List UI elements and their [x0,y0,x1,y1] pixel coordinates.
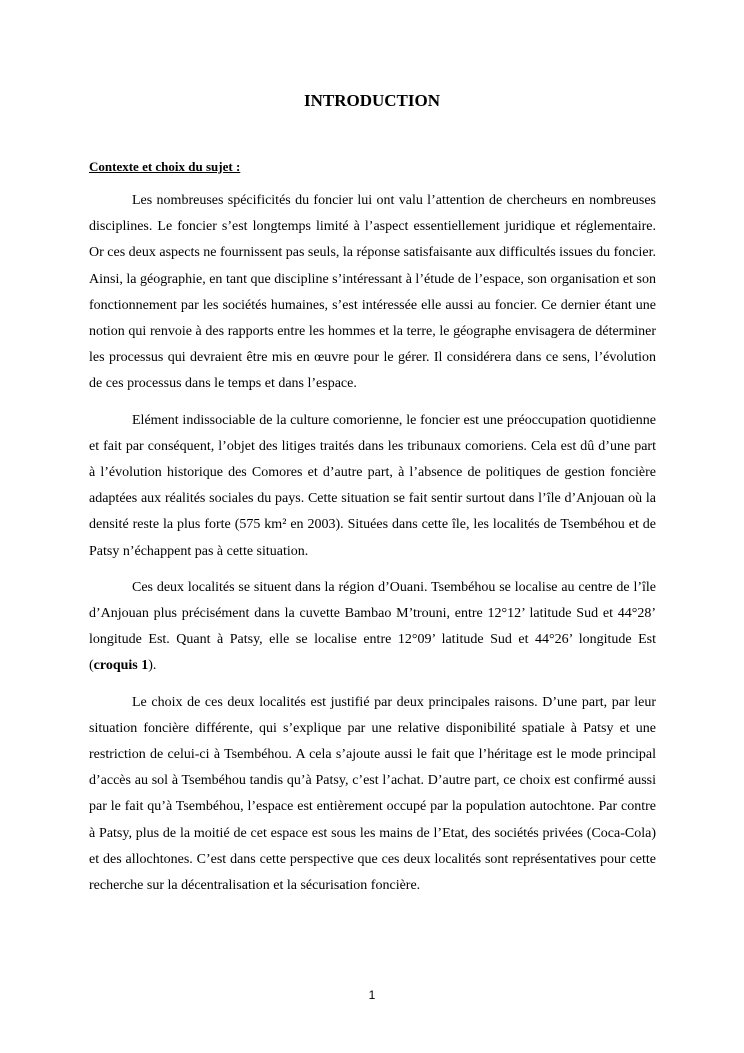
paragraph-2: Elément indissociable de la culture comorienne, le foncier est une préoccupation quotidienne et fait par conséquent, l’objet des litiges traités dans les tribunaux comoriens. Cela est dû d’une part à l’évolution historique des Comores et d’autre part, à l’absence de politiques de gestion foncière adaptées aux réalités sociales du pays. Cette situation se fait sentir surtout dans l’île d’Anjouan où la densité reste la plus forte (575 km² en 2003). Situées dans cette île, les localités de Tsembéhou et de Patsy n’échappent pas à cette situation. [89,412,656,559]
paragraph-3-text-end: ). [148,658,157,674]
paragraph-1: Les nombreuses spécificités du foncier lui ont valu l’attention de chercheurs en nombreuses disciplines. Le foncier s’est longtemps limité à l’aspect essentiellement juridique et réglementaire. Or ces deux aspects ne fournissent pas seuls, la réponse satisfaisante aux difficultés issues du foncier. Ainsi, la géographie, en tant que discipline s’intéressant à l’étude de l’espace, son organisation et son fonctionnement par les sociétés humaines, s’est intéressée elle aussi au foncier. Ce dernier étant une notion qui renvoie à des rapports entre les hommes et la terre, le géographe envisagera de déterminer les processus qui devraient être mis en œuvre pour le gérer. Il considérera dans ce sens, l’évolution de ces processus dans le temps et dans l’espace. [89,193,656,392]
page-title: INTRODUCTION [303,91,441,110]
page-number: 1 [368,988,376,1002]
body-text [89,188,656,909]
paragraph-3 [89,575,656,680]
croquis-reference: croquis 1 [93,658,149,674]
section-heading: Contexte et choix du sujet : [89,159,241,174]
paragraph-3-text-start: Ces deux localités se situent dans la région d’Ouani. Tsembéhou se localise au centre de l’île d’Anjouan plus précisément dans la cuvette Bambao M’trouni, entre 12°12’ latitude Sud et 44°28’ longitude Est. Quant à Patsy, elle se localise entre 12°09’ latitude Sud et 44°26’ longitude Est ( [89,579,656,674]
paragraph-4: Le choix de ces deux localités est justifié par deux principales raisons. D’une part, par leur situation foncière différente, qui s’explique par une relative disponibilité spatiale à Patsy et une restriction de celui-ci à Tsembéhou. A cela s’ajoute aussi le fait que l’héritage est le mode principal d’accès au sol à Tsembéhou tandis qu’à Patsy, c’est l’achat. D’autre part, ce choix est confirmé aussi par le fait qu’à Tsembéhou, l’espace est entièrement occupé par la population autochtone. Par contre à Patsy, plus de la moitié de cet espace est sous les mains de l’Etat, des sociétés privées (Coca-Cola) et des allochtones. C’est dans cette perspective que ces deux localités sont représentatives pour cette recherche sur la décentralisation et la sécurisation foncière. [89,694,656,894]
